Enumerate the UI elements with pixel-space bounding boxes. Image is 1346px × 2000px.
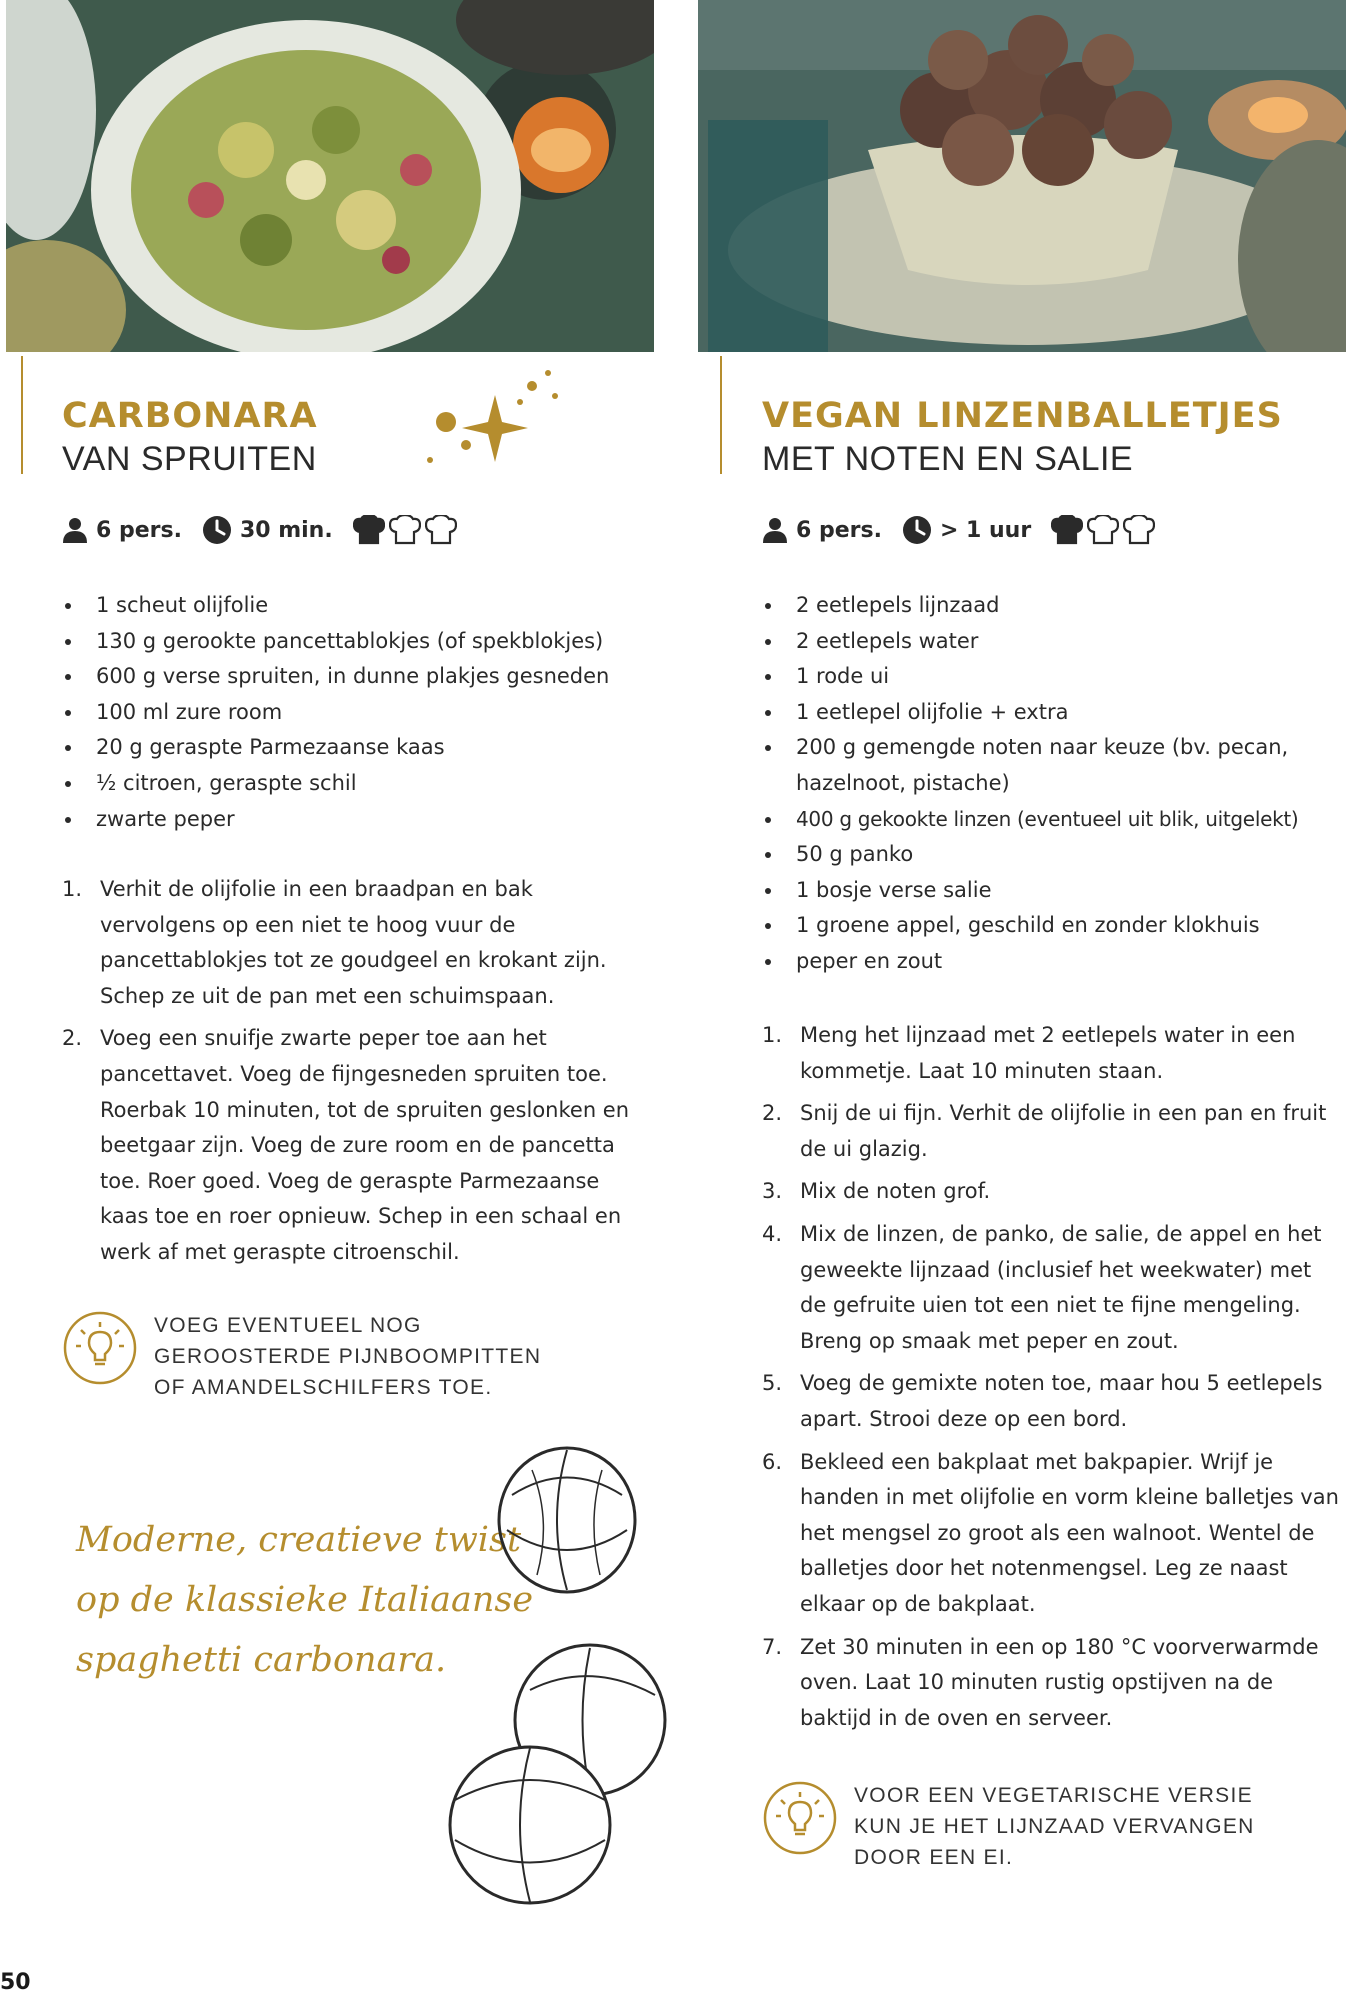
instruction-step: [62, 1021, 652, 1270]
step-text: Voeg een snuifje zwarte peper toe aan het pancettavet. Voeg de fijngesneden spruiten toe. Roerbak 10 minuten, tot de spruiten geslonken en beetgaar zijn. Voeg de zure room en de pancetta toe. Roer goed. Voeg de geraspte Parmezaanse kaas toe en roer opnieuw. Schep in een schaal en werk af met geraspte citroenschil.: [100, 1026, 630, 1264]
step-text: Verhit de olijfolie in een braadpan en bak vervolgens op een niet te hoog vuur de pancettablokjes tot ze goudgeel en krokant zijn. Schep ze uit de pan met een schuimspaan.: [100, 877, 607, 1008]
difficulty-rating: [1051, 515, 1155, 545]
step-text: Zet 30 minuten in een op 180 °C voorverwarmde oven. Laat 10 minuten rustig opstijven na de baktijd in de oven en serveer.: [800, 1634, 1319, 1730]
instruction-list: [62, 872, 652, 1278]
step-number: 3.: [762, 1179, 783, 1204]
ingredient-item: 1 eetlepel olijfolie + extra: [762, 695, 1342, 731]
tip-text: VOEG EVENTUEEL NOG GEROOSTERDE PIJNBOOMPITTEN OF AMANDELSCHILFERS TOE.: [154, 1314, 542, 1399]
instruction-step: [762, 1096, 1340, 1167]
instruction-step: [762, 1445, 1340, 1623]
step-text: Bekleed een bakplaat met bakpapier. Wrijf je handen in met olijfolie en vorm kleine balletjes van het mengsel zo groot als een walnoot. Wentel de balletjes door het notenmengsel. Leg ze naast elkaar op de bakplaat.: [800, 1449, 1339, 1616]
brussels-sprout-illustration: [492, 1440, 642, 1600]
brussels-sprout-illustration: [440, 1640, 680, 1910]
clock-icon: [902, 515, 932, 545]
lightbulb-icon: [62, 1310, 138, 1386]
recipe-subtitle: VAN SPRUITEN: [62, 440, 317, 478]
title-accent-bar: [21, 356, 23, 474]
sparkle-decoration: [420, 370, 560, 480]
instruction-step: [762, 1018, 1340, 1089]
chef-hat-icon: [1051, 515, 1083, 545]
instruction-step: [762, 1366, 1340, 1437]
ingredient-item: 2 eetlepels lijnzaad: [762, 588, 1342, 624]
ingredient-item: 1 groene appel, geschild en zonder klokhuis: [762, 908, 1342, 944]
clock-icon: [202, 515, 232, 545]
chef-hat-icon: [353, 515, 385, 545]
cook-time: > 1 uur: [939, 517, 1032, 543]
ingredient-item: zwarte peper: [62, 802, 642, 838]
recipe-subtitle: MET NOTEN EN SALIE: [762, 440, 1134, 478]
linzenballetjes-photo: [698, 0, 1346, 352]
instruction-step: [762, 1174, 1340, 1210]
tip-box: [62, 1310, 544, 1403]
step-number: 1.: [62, 877, 83, 901]
title-accent-bar: [720, 356, 722, 474]
ingredient-item: 50 g panko: [762, 837, 1342, 873]
step-number: 2.: [762, 1101, 783, 1126]
ingredient-item: 1 rode ui: [762, 659, 1342, 695]
ingredient-item: 1 scheut olijfolie: [62, 588, 642, 624]
instruction-step: [762, 1630, 1340, 1737]
person-icon: [62, 517, 88, 543]
ingredient-item: 200 g gemengde noten naar keuze (bv. pecan, hazelnoot, pistache): [762, 730, 1342, 801]
servings: 6 pers.: [96, 517, 182, 543]
ingredient-item: 130 g gerookte pancettablokjes (of spekblokjes): [62, 624, 642, 660]
person-icon: [762, 517, 788, 543]
pull-quote: Moderne, creatieve twist op de klassieke Italiaanse spaghetti carbonara.: [76, 1520, 534, 1680]
recipe-title: CARBONARA: [62, 396, 318, 436]
chef-hat-icon: [1087, 515, 1119, 545]
carbonara-photo: [6, 0, 654, 352]
ingredient-item: 20 g geraspte Parmezaanse kaas: [62, 730, 642, 766]
difficulty-rating: [353, 515, 457, 545]
ingredient-item: 100 ml zure room: [62, 695, 642, 731]
step-number: 2.: [62, 1026, 83, 1051]
ingredient-item: ½ citroen, geraspte schil: [62, 766, 642, 802]
ingredient-item: 400 g gekookte linzen (eventueel uit blik, uitgelekt): [762, 802, 1342, 838]
step-text: Snij de ui fijn. Verhit de olijfolie in een pan en fruit de ui glazig.: [800, 1101, 1327, 1161]
recipe-meta: [762, 515, 1155, 545]
chef-hat-icon: [389, 515, 421, 545]
step-number: 1.: [762, 1023, 783, 1047]
instruction-step: [62, 872, 652, 1014]
ingredient-item: 2 eetlepels water: [762, 624, 1342, 660]
instruction-list: [762, 1018, 1340, 1743]
chef-hat-icon: [425, 515, 457, 545]
step-number: 5.: [762, 1371, 783, 1396]
recipe-meta: [62, 515, 457, 545]
ingredient-list: [762, 588, 1342, 980]
step-text: Mix de noten grof.: [800, 1179, 991, 1204]
servings: 6 pers.: [796, 517, 882, 543]
step-number: 4.: [762, 1221, 783, 1246]
instruction-step: [762, 1217, 1340, 1359]
tip-text: VOOR EEN VEGETARISCHE VERSIE KUN JE HET LIJNZAAD VERVANGEN DOOR EEN EI.: [854, 1784, 1255, 1869]
recipe-title: VEGAN LINZENBALLETJES: [762, 396, 1283, 436]
ingredient-item: 600 g verse spruiten, in dunne plakjes gesneden: [62, 659, 642, 695]
step-number: 7.: [762, 1634, 783, 1659]
lightbulb-icon: [762, 1780, 838, 1856]
step-text: Meng het lijnzaad met 2 eetlepels water in een kommetje. Laat 10 minuten staan.: [800, 1023, 1296, 1083]
step-text: Mix de linzen, de panko, de salie, de appel en het geweekte lijnzaad (inclusief het weekwater) met de gefruite uien tot een niet te fijne mengeling. Breng op smaak met peper en zout.: [800, 1221, 1322, 1353]
ingredient-list: [62, 588, 642, 837]
step-text: Voeg de gemixte noten toe, maar hou 5 eetlepels apart. Strooi deze op een bord.: [800, 1371, 1323, 1431]
chef-hat-icon: [1123, 515, 1155, 545]
cook-time: 30 min.: [239, 517, 333, 543]
ingredient-item: 1 bosje verse salie: [762, 873, 1342, 909]
ingredient-item: peper en zout: [762, 944, 1342, 980]
tip-box: [762, 1780, 1264, 1873]
step-number: 6.: [762, 1449, 783, 1474]
page-number: 50: [0, 1970, 31, 1995]
